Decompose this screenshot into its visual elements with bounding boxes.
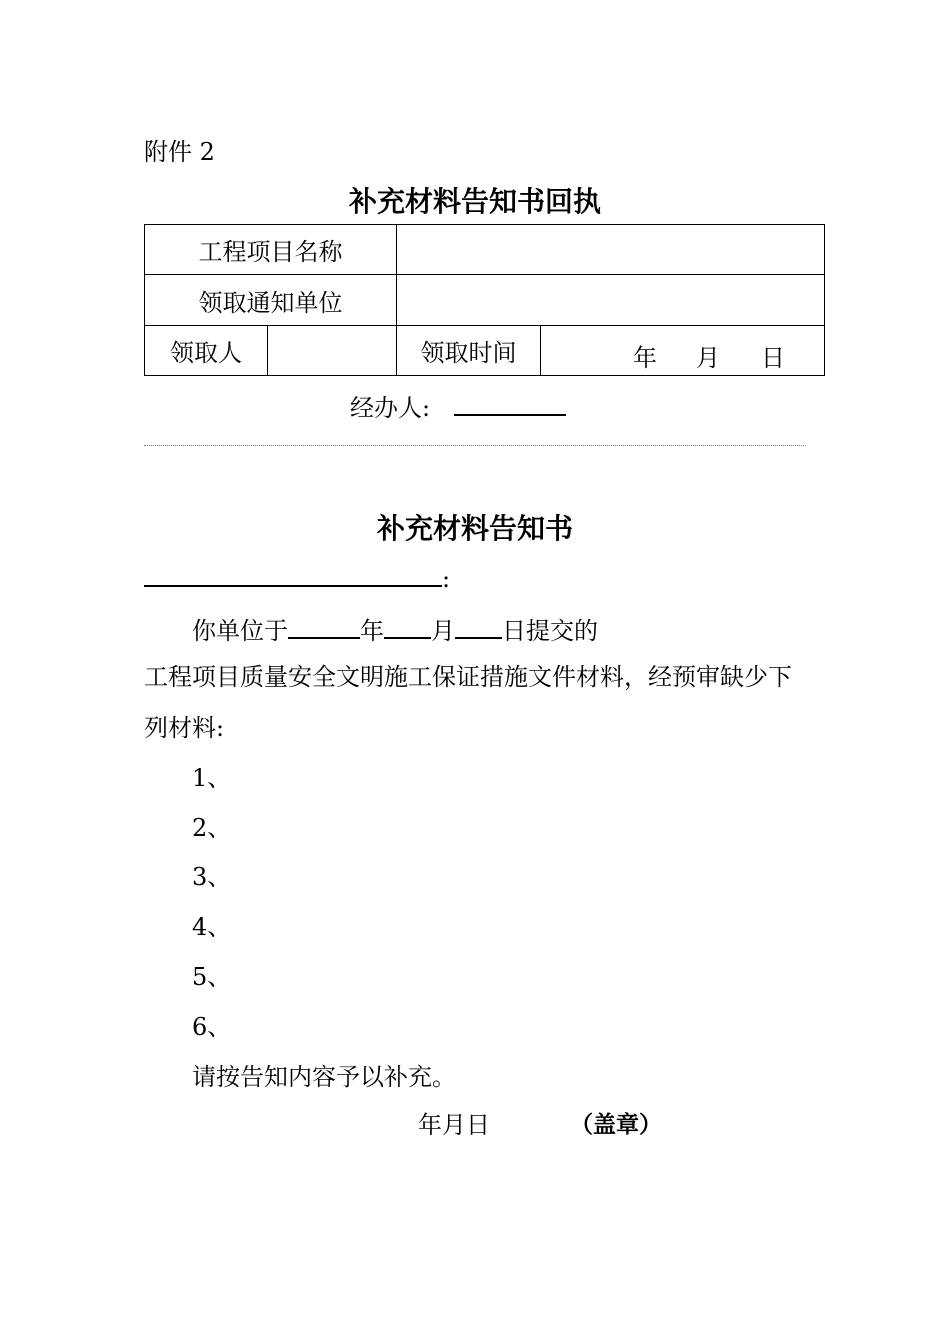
receiver-row <box>145 326 825 376</box>
addressee-line <box>144 561 450 594</box>
date-label: 年月日 <box>418 1111 490 1139</box>
submission-prefix: 你单位于 <box>192 617 288 645</box>
notice-unit-label: 领取通知单位 <box>145 275 397 326</box>
list-item: 3、 <box>192 863 232 891</box>
receive-time-field[interactable] <box>541 326 825 376</box>
handler-blank[interactable] <box>454 390 566 416</box>
closing-line: 请按告知内容予以补充。 <box>192 1063 456 1091</box>
submission-month-label: 月 <box>431 617 455 645</box>
list-item: 2、 <box>192 814 232 842</box>
stamp-label: （盖章） <box>570 1112 662 1138</box>
year-blank[interactable] <box>288 613 360 639</box>
submission-suffix: 日提交的 <box>502 617 598 645</box>
day-blank[interactable] <box>455 613 502 639</box>
project-name-label: 工程项目名称 <box>145 225 397 275</box>
receiver-label: 领取人 <box>145 326 268 376</box>
day-label: 日 <box>761 344 785 372</box>
addressee-blank[interactable] <box>144 561 442 587</box>
body-line-2: 工程项目质量安全文明施工保证措施文件材料，经预审缺少下 <box>144 663 792 691</box>
list-item: 1、 <box>192 764 232 792</box>
submission-date-line <box>192 613 598 646</box>
receipt-table <box>144 224 825 376</box>
notice-unit-row <box>145 275 825 326</box>
receipt-title: 补充材料告知书回执 <box>348 185 601 218</box>
project-name-row <box>145 225 825 275</box>
addressee-colon: : <box>442 565 451 593</box>
list-item: 5、 <box>192 963 232 991</box>
notice-unit-field[interactable] <box>397 275 825 326</box>
month-blank[interactable] <box>384 613 431 639</box>
month-label: 月 <box>696 344 720 372</box>
receiver-field[interactable] <box>268 326 397 376</box>
year-label: 年 <box>633 344 657 372</box>
project-name-field[interactable] <box>397 225 825 275</box>
list-item: 6、 <box>192 1013 232 1041</box>
handler-label: 经办人: <box>350 394 431 422</box>
receive-time-label: 领取时间 <box>397 326 541 376</box>
attachment-label: 附件 2 <box>144 138 215 166</box>
submission-year-label: 年 <box>360 617 384 645</box>
handler-line <box>350 390 566 423</box>
notice-title: 补充材料告知书 <box>376 512 573 545</box>
cut-line <box>144 445 806 446</box>
body-line-3: 列材料: <box>144 714 225 742</box>
list-item: 4、 <box>192 913 232 941</box>
